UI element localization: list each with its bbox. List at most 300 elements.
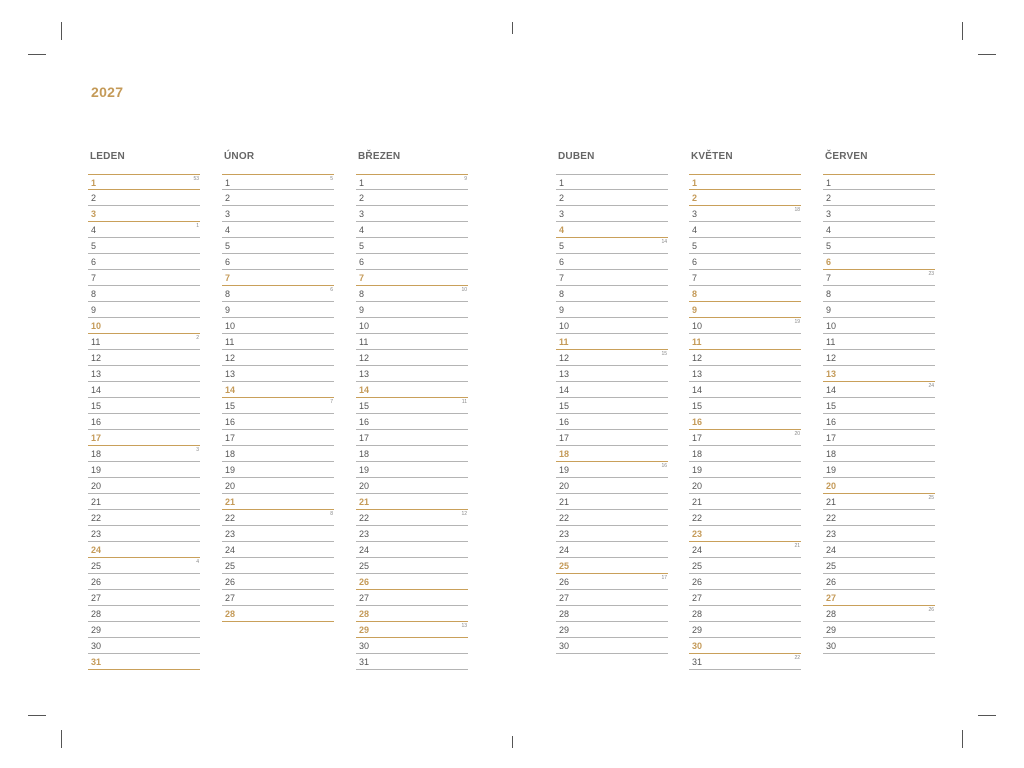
day-row <box>556 350 668 366</box>
month-column <box>556 150 668 654</box>
week-number: 21 <box>794 543 800 549</box>
day-number: 16 <box>91 417 102 427</box>
day-row <box>823 462 935 478</box>
day-row <box>356 638 468 654</box>
day-row <box>823 622 935 638</box>
day-number: 28 <box>91 609 102 619</box>
day-number: 14 <box>91 385 102 395</box>
day-row <box>823 270 935 286</box>
day-number: 20 <box>826 481 837 491</box>
day-row <box>556 446 668 462</box>
day-number: 17 <box>359 433 370 443</box>
day-number: 14 <box>559 385 570 395</box>
day-row <box>556 270 668 286</box>
day-row <box>823 526 935 542</box>
day-number: 11 <box>91 337 101 347</box>
day-number: 8 <box>359 289 365 299</box>
day-number: 23 <box>359 529 370 539</box>
day-row <box>222 430 334 446</box>
day-number: 8 <box>91 289 97 299</box>
week-number: 8 <box>330 511 333 517</box>
day-number: 20 <box>559 481 570 491</box>
day-row <box>356 446 468 462</box>
day-number: 28 <box>692 609 703 619</box>
day-row <box>823 286 935 302</box>
day-number: 15 <box>559 401 570 411</box>
day-number: 29 <box>826 625 837 635</box>
day-row <box>556 414 668 430</box>
day-row <box>556 478 668 494</box>
day-number: 21 <box>692 497 703 507</box>
day-row <box>823 574 935 590</box>
day-row <box>88 510 200 526</box>
day-row <box>556 238 668 254</box>
day-row <box>689 622 801 638</box>
day-number: 3 <box>225 209 231 219</box>
day-row <box>222 350 334 366</box>
day-row <box>689 190 801 206</box>
day-row <box>689 366 801 382</box>
day-number: 19 <box>826 465 837 475</box>
day-number: 21 <box>826 497 837 507</box>
day-number: 6 <box>559 257 565 267</box>
day-row <box>222 206 334 222</box>
day-number: 19 <box>359 465 370 475</box>
day-row <box>356 238 468 254</box>
day-number: 29 <box>692 625 703 635</box>
day-row <box>88 574 200 590</box>
day-row <box>556 286 668 302</box>
day-row <box>222 542 334 558</box>
day-row <box>88 206 200 222</box>
day-row <box>356 302 468 318</box>
day-number: 19 <box>559 465 570 475</box>
day-row <box>689 478 801 494</box>
day-number: 30 <box>826 641 837 651</box>
day-number: 27 <box>559 593 570 603</box>
day-row <box>689 558 801 574</box>
day-number: 26 <box>91 577 102 587</box>
day-number: 18 <box>359 449 370 459</box>
crop-mark <box>512 736 513 748</box>
day-number: 12 <box>91 353 102 363</box>
day-row <box>88 414 200 430</box>
day-row <box>222 174 334 190</box>
day-number: 3 <box>359 209 365 219</box>
day-row <box>356 286 468 302</box>
week-number: 10 <box>461 287 467 293</box>
day-row <box>356 606 468 622</box>
day-row <box>88 590 200 606</box>
day-row <box>556 190 668 206</box>
day-number: 1 <box>692 178 698 188</box>
day-number: 8 <box>692 289 698 299</box>
day-number: 22 <box>559 513 570 523</box>
day-number: 31 <box>359 657 370 667</box>
day-row <box>356 222 468 238</box>
day-number: 13 <box>692 369 703 379</box>
day-row <box>823 430 935 446</box>
day-row <box>88 606 200 622</box>
day-number: 1 <box>359 178 365 188</box>
day-row <box>556 590 668 606</box>
day-number: 10 <box>559 321 570 331</box>
day-row <box>88 542 200 558</box>
month-name: KVĚTEN <box>691 151 733 162</box>
day-row <box>222 606 334 622</box>
day-number: 6 <box>826 257 832 267</box>
day-row <box>88 398 200 414</box>
crop-mark <box>978 715 996 716</box>
day-row <box>556 174 668 190</box>
week-number: 12 <box>461 511 467 517</box>
day-row <box>356 478 468 494</box>
day-number: 27 <box>91 593 102 603</box>
day-row <box>556 638 668 654</box>
day-number: 27 <box>692 593 703 603</box>
crop-mark <box>978 54 996 55</box>
day-number: 5 <box>359 241 365 251</box>
day-row <box>689 174 801 190</box>
day-row <box>556 254 668 270</box>
day-row <box>689 318 801 334</box>
day-row <box>88 238 200 254</box>
day-number: 26 <box>225 577 236 587</box>
day-number: 25 <box>826 561 837 571</box>
day-number: 22 <box>826 513 837 523</box>
day-number: 14 <box>826 385 837 395</box>
day-number: 17 <box>692 433 703 443</box>
day-number: 2 <box>91 193 97 203</box>
day-number: 28 <box>359 609 370 619</box>
day-row <box>356 494 468 510</box>
day-row <box>556 574 668 590</box>
day-number: 30 <box>359 641 370 651</box>
day-number: 3 <box>91 209 97 219</box>
day-row <box>356 382 468 398</box>
month-column <box>689 150 801 670</box>
day-row <box>356 318 468 334</box>
day-row <box>356 590 468 606</box>
day-row <box>88 638 200 654</box>
day-row <box>689 638 801 654</box>
day-row <box>689 590 801 606</box>
day-number: 2 <box>559 193 565 203</box>
day-number: 23 <box>826 529 837 539</box>
day-number: 13 <box>91 369 102 379</box>
day-number: 26 <box>826 577 837 587</box>
day-number: 19 <box>91 465 102 475</box>
day-row <box>689 206 801 222</box>
week-number: 9 <box>464 176 467 182</box>
day-row <box>222 462 334 478</box>
day-row <box>823 382 935 398</box>
week-number: 18 <box>794 207 800 213</box>
day-row <box>222 302 334 318</box>
day-number: 11 <box>225 337 235 347</box>
day-number: 13 <box>359 369 370 379</box>
month-column <box>356 150 468 670</box>
month-name: BŘEZEN <box>358 151 401 162</box>
day-row <box>88 622 200 638</box>
day-row <box>356 526 468 542</box>
day-row <box>222 574 334 590</box>
day-number: 4 <box>692 225 698 235</box>
day-row <box>556 510 668 526</box>
week-number: 25 <box>928 495 934 501</box>
day-row <box>222 382 334 398</box>
day-number: 2 <box>692 193 698 203</box>
day-number: 23 <box>692 529 703 539</box>
day-number: 31 <box>91 657 102 667</box>
week-number: 26 <box>928 607 934 613</box>
day-number: 24 <box>91 545 102 555</box>
day-row <box>356 430 468 446</box>
crop-mark <box>962 22 963 40</box>
day-row <box>88 174 200 190</box>
day-number: 15 <box>359 401 370 411</box>
day-row <box>823 334 935 350</box>
week-number: 11 <box>461 399 467 405</box>
day-row <box>823 366 935 382</box>
day-row <box>689 334 801 350</box>
week-number: 20 <box>794 431 800 437</box>
day-row <box>222 398 334 414</box>
day-number: 4 <box>91 225 97 235</box>
day-row <box>556 366 668 382</box>
day-number: 12 <box>225 353 236 363</box>
day-row <box>556 302 668 318</box>
day-row <box>556 430 668 446</box>
day-number: 21 <box>359 497 370 507</box>
day-number: 5 <box>692 241 698 251</box>
day-row <box>88 334 200 350</box>
day-number: 11 <box>359 337 369 347</box>
day-number: 17 <box>225 433 236 443</box>
day-row <box>222 510 334 526</box>
day-number: 15 <box>692 401 703 411</box>
day-number: 12 <box>359 353 370 363</box>
day-row <box>88 478 200 494</box>
day-number: 17 <box>826 433 837 443</box>
day-number: 3 <box>692 209 698 219</box>
day-number: 18 <box>826 449 837 459</box>
day-number: 22 <box>359 513 370 523</box>
day-number: 25 <box>225 561 236 571</box>
day-number: 4 <box>225 225 231 235</box>
day-row <box>88 446 200 462</box>
day-row <box>556 558 668 574</box>
day-row <box>823 558 935 574</box>
day-row <box>88 382 200 398</box>
day-number: 28 <box>826 609 837 619</box>
day-row <box>689 462 801 478</box>
day-number: 21 <box>559 497 570 507</box>
day-number: 18 <box>225 449 236 459</box>
day-row <box>356 366 468 382</box>
day-number: 11 <box>826 337 836 347</box>
day-row <box>823 302 935 318</box>
day-row <box>556 318 668 334</box>
day-number: 21 <box>91 497 102 507</box>
day-row <box>823 638 935 654</box>
day-row <box>356 414 468 430</box>
day-row <box>823 478 935 494</box>
day-number: 2 <box>359 193 365 203</box>
day-row <box>356 654 468 670</box>
day-number: 8 <box>225 289 231 299</box>
day-number: 5 <box>91 241 97 251</box>
day-number: 3 <box>826 209 832 219</box>
day-number: 15 <box>826 401 837 411</box>
day-row <box>823 510 935 526</box>
day-number: 8 <box>559 289 565 299</box>
day-number: 1 <box>91 178 97 188</box>
day-row <box>823 446 935 462</box>
month-column <box>222 150 334 622</box>
day-number: 26 <box>359 577 370 587</box>
day-number: 30 <box>692 641 703 651</box>
day-row <box>689 238 801 254</box>
day-row <box>356 558 468 574</box>
day-number: 28 <box>225 609 236 619</box>
day-row <box>689 526 801 542</box>
day-row <box>823 222 935 238</box>
day-row <box>356 270 468 286</box>
day-number: 20 <box>91 481 102 491</box>
day-row <box>823 494 935 510</box>
week-number: 5 <box>330 176 333 182</box>
day-number: 1 <box>225 178 231 188</box>
day-number: 22 <box>692 513 703 523</box>
day-row <box>556 222 668 238</box>
day-number: 25 <box>359 561 370 571</box>
day-number: 6 <box>225 257 231 267</box>
day-number: 18 <box>692 449 703 459</box>
day-row <box>88 318 200 334</box>
year-title: 2027 <box>91 84 124 100</box>
day-number: 11 <box>692 337 702 347</box>
day-row <box>356 398 468 414</box>
day-number: 13 <box>225 369 236 379</box>
day-number: 22 <box>225 513 236 523</box>
day-number: 19 <box>692 465 703 475</box>
day-row <box>823 318 935 334</box>
week-number: 2 <box>196 335 199 341</box>
day-row <box>222 478 334 494</box>
week-number: 3 <box>196 447 199 453</box>
day-number: 6 <box>692 257 698 267</box>
day-number: 14 <box>692 385 703 395</box>
day-number: 17 <box>559 433 570 443</box>
day-row <box>823 542 935 558</box>
day-row <box>88 494 200 510</box>
day-row <box>222 222 334 238</box>
day-row <box>222 286 334 302</box>
day-row <box>88 462 200 478</box>
crop-mark <box>512 22 513 34</box>
day-number: 18 <box>559 449 570 459</box>
day-row <box>222 558 334 574</box>
day-number: 5 <box>559 241 565 251</box>
day-number: 14 <box>225 385 236 395</box>
day-number: 23 <box>91 529 102 539</box>
day-number: 7 <box>91 273 97 283</box>
day-row <box>222 414 334 430</box>
day-number: 23 <box>225 529 236 539</box>
day-row <box>689 574 801 590</box>
day-row <box>222 334 334 350</box>
day-number: 6 <box>91 257 97 267</box>
month-name: LEDEN <box>90 151 125 162</box>
day-number: 26 <box>559 577 570 587</box>
day-row <box>689 254 801 270</box>
day-number: 30 <box>91 641 102 651</box>
week-number: 4 <box>196 559 199 565</box>
day-number: 15 <box>91 401 102 411</box>
day-row <box>88 286 200 302</box>
day-row <box>222 366 334 382</box>
week-number: 19 <box>794 319 800 325</box>
day-number: 2 <box>826 193 832 203</box>
week-number: 7 <box>330 399 333 405</box>
day-number: 4 <box>559 225 565 235</box>
day-number: 27 <box>225 593 236 603</box>
day-number: 6 <box>359 257 365 267</box>
day-row <box>88 366 200 382</box>
day-number: 10 <box>692 321 703 331</box>
day-row <box>88 350 200 366</box>
day-row <box>689 286 801 302</box>
day-row <box>556 398 668 414</box>
day-number: 1 <box>559 178 565 188</box>
day-number: 29 <box>559 625 570 635</box>
day-number: 12 <box>559 353 570 363</box>
day-row <box>689 398 801 414</box>
day-number: 16 <box>559 417 570 427</box>
crop-mark <box>28 715 46 716</box>
month-column <box>88 150 200 670</box>
day-row <box>556 622 668 638</box>
day-row <box>556 606 668 622</box>
day-row <box>823 190 935 206</box>
day-number: 12 <box>692 353 703 363</box>
day-row <box>88 222 200 238</box>
week-number: 23 <box>928 271 934 277</box>
month-column <box>823 150 935 654</box>
day-number: 30 <box>559 641 570 651</box>
day-number: 3 <box>559 209 565 219</box>
day-row <box>689 350 801 366</box>
month-name: ÚNOR <box>224 151 255 162</box>
day-number: 9 <box>826 305 832 315</box>
day-number: 9 <box>359 305 365 315</box>
day-number: 23 <box>559 529 570 539</box>
day-row <box>689 430 801 446</box>
day-number: 24 <box>826 545 837 555</box>
day-number: 16 <box>359 417 370 427</box>
day-number: 7 <box>692 273 698 283</box>
day-number: 15 <box>225 401 236 411</box>
day-number: 9 <box>692 305 698 315</box>
day-number: 16 <box>826 417 837 427</box>
day-number: 16 <box>692 417 703 427</box>
week-number: 15 <box>661 351 667 357</box>
day-row <box>222 590 334 606</box>
week-number: 6 <box>330 287 333 293</box>
day-number: 24 <box>359 545 370 555</box>
day-row <box>356 334 468 350</box>
